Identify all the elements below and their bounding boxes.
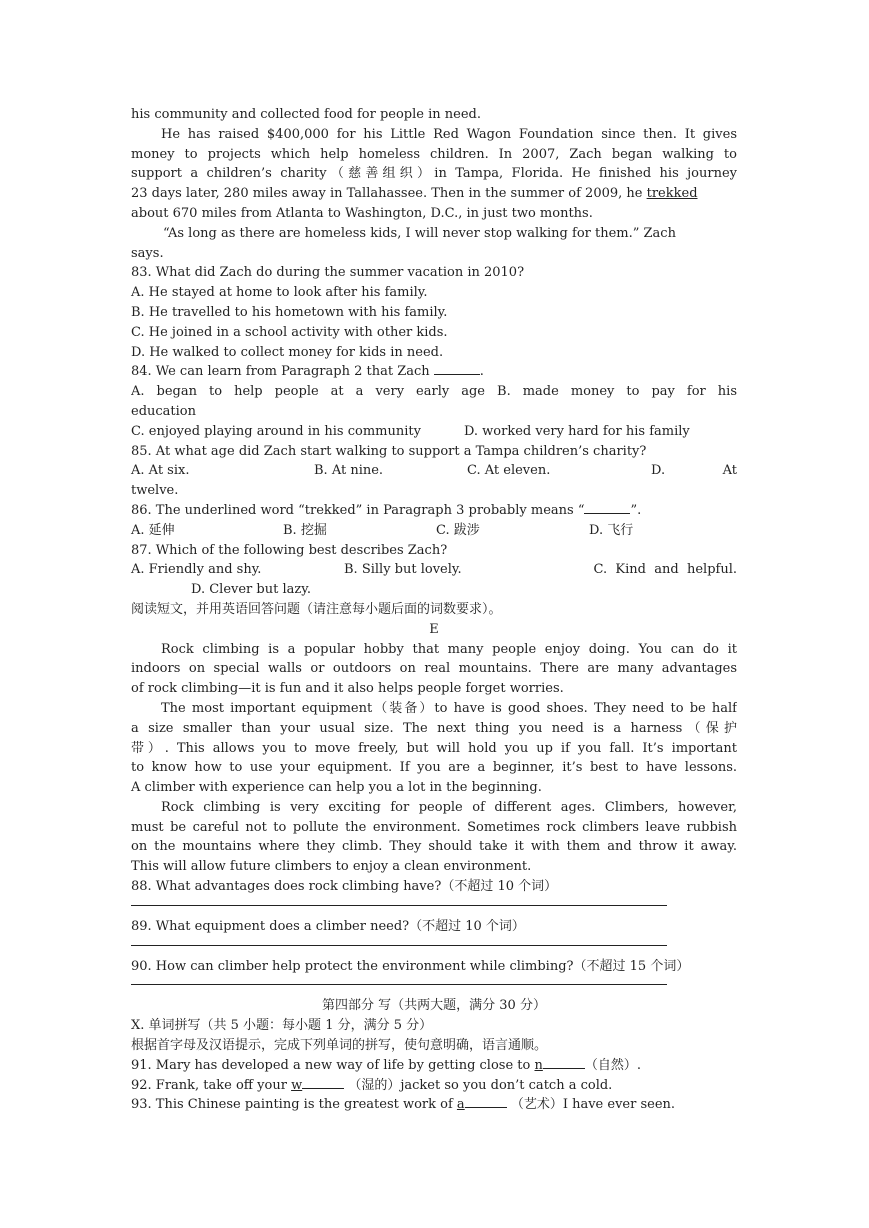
option: C. Kind and helpful. [593,562,737,578]
passage-line: A climber with experience can help you a lot in the beginning. [131,780,542,796]
passage-line: about 670 miles from Atlanta to Washington, D.C., in just two months. [131,205,593,221]
option: twelve. [131,483,179,499]
option: B. At nine. [314,463,384,479]
underlined-word: trekked [646,186,698,202]
passage-line: Rock climbing is very exciting for people of different ages. Climbers, however, [161,799,737,815]
passage-line: on the mountains where they climb. They should take it with them and throw it away. [131,839,737,855]
passage-line: money to projects which help homeless children. In 2007, Zach began walking to [131,146,737,162]
question-88: 88. What advantages does rock climbing have?（不超过 10 个词） [131,879,558,895]
passage-line: This will allow future climbers to enjoy a clean environment. [131,859,532,875]
question-text: 91. Mary has developed a new way of life by getting close to [131,1057,535,1073]
answer-line[interactable] [131,945,667,946]
question-text: 92. Frank, take off your [131,1077,292,1093]
option: C. At eleven. [467,463,551,479]
quote-line: “As long as there are homeless kids, I will never stop walking for them.” Zach [163,225,676,241]
option-row [131,422,737,442]
question-text: （自然）. [584,1057,641,1073]
option-row [131,461,737,481]
passage-text: 23 days later, 280 miles away in Tallahassee. Then in the summer of 2009, he [131,186,647,202]
option-row [131,521,737,541]
question-text: （艺术）I have ever seen. [506,1097,676,1113]
exam-page [131,105,737,1115]
passage-line: a size smaller than your usual size. The next thing you need is a harness（保护 [131,720,737,736]
answer-line[interactable] [131,905,667,906]
passage-line: 带）. This allows you to move freely, but will hold you up if you fall. It’s important [131,740,737,756]
passage-line: Rock climbing is a popular hobby that many people enjoy doing. You can do it [161,641,737,657]
quote-line: says. [131,245,164,261]
option: A. At six. [131,463,190,479]
passage-line: to know how to use your equipment. If you are a beginner, it’s best to have lessons. [131,760,737,776]
question-92 [131,1076,737,1096]
passage-line [131,184,737,204]
question-text: ”. [630,502,642,518]
question-91 [131,1056,737,1076]
question-text: （湿的）jacket so you don’t catch a cold. [344,1077,613,1093]
option: D. [651,463,666,479]
section-instruction: 根据首字母及汉语提示，完成下列单词的拼写，使句意明确，语言通顺。 [131,1038,548,1054]
initial-letter: w [291,1077,303,1093]
option: B. 挖掘 [283,522,327,538]
answer-blank[interactable] [543,1056,585,1069]
option: A. began to help people at a very early age B. made money to pay for his [131,384,737,400]
question-89: 89. What equipment does a climber need?（不超过 10 个词） [131,918,525,934]
passage-line: support a children’s charity（慈善组织）in Tampa, Florida. He finished his journey [131,166,737,182]
passage-line: of rock climbing—it is fun and it also helps people forget worries. [131,681,564,697]
section-heading: X. 单词拼写（共 5 小题：每小题 1 分，满分 5 分） [131,1018,433,1034]
passage-line: indoors on special walls or outdoors on real mountains. There are many advantages [131,661,737,677]
option: A. 延伸 [131,522,175,538]
option: B. Silly but lovely. [344,562,462,578]
answer-blank[interactable] [465,1095,507,1108]
question-86 [131,501,737,521]
question-83: 83. What did Zach do during the summer vacation in 2010? [131,265,525,281]
answer-line[interactable] [131,984,667,985]
option: D. Clever but lazy. [191,582,311,598]
passage-letter: E [429,621,439,637]
option: A. He stayed at home to look after his family. [131,285,428,301]
option: D. worked very hard for his family [463,423,690,439]
question-90: 90. How can climber help protect the environment while climbing?（不超过 15 个词） [131,958,690,974]
question-84: 84. We can learn from Paragraph 2 that Zach . [131,364,484,380]
option: C. enjoyed playing around in his community [131,423,421,439]
passage-line: must be careful not to pollute the environment. Sometimes rock climbers leave rubbish [131,819,737,835]
option: C. 跋涉 [436,522,480,538]
answer-blank[interactable] [434,362,480,375]
option: B. He travelled to his hometown with his family. [131,304,448,320]
section-instruction: 阅读短文，并用英语回答问题（请注意每小题后面的词数要求）。 [131,601,502,617]
passage-line: The most important equipment（装备）to have is good shoes. They need to be half [161,700,737,716]
passage-line: his community and collected food for people in need. [131,107,481,122]
answer-blank[interactable] [584,501,630,514]
part-heading: 第四部分 写（共两大题，满分 30 分） [322,998,546,1014]
option: D. He walked to collect money for kids in need. [131,344,444,360]
question-text: 86. The underlined word “trekked” in Paragraph 3 probably means “ [131,502,585,518]
passage-line: He has raised $400,000 for his Little Red Wagon Foundation since then. It gives [161,126,737,142]
option: A. Friendly and shy. [131,562,262,578]
option-row [131,560,737,580]
option: At [722,463,737,479]
question-text: 93. This Chinese painting is the greatest work of [131,1097,457,1113]
initial-letter: n [534,1057,543,1073]
answer-blank[interactable] [302,1076,344,1089]
question-93 [131,1095,737,1115]
option: D. 飞行 [589,522,634,538]
option: C. He joined in a school activity with other kids. [131,324,448,340]
initial-letter: a [456,1097,465,1113]
question-text: 84. We can learn from Paragraph 2 that Zach [131,364,434,380]
option: education [131,403,196,419]
question-87: 87. Which of the following best describes Zach? [131,542,448,558]
question-85: 85. At what age did Zach start walking to support a Tampa children’s charity? [131,443,647,459]
